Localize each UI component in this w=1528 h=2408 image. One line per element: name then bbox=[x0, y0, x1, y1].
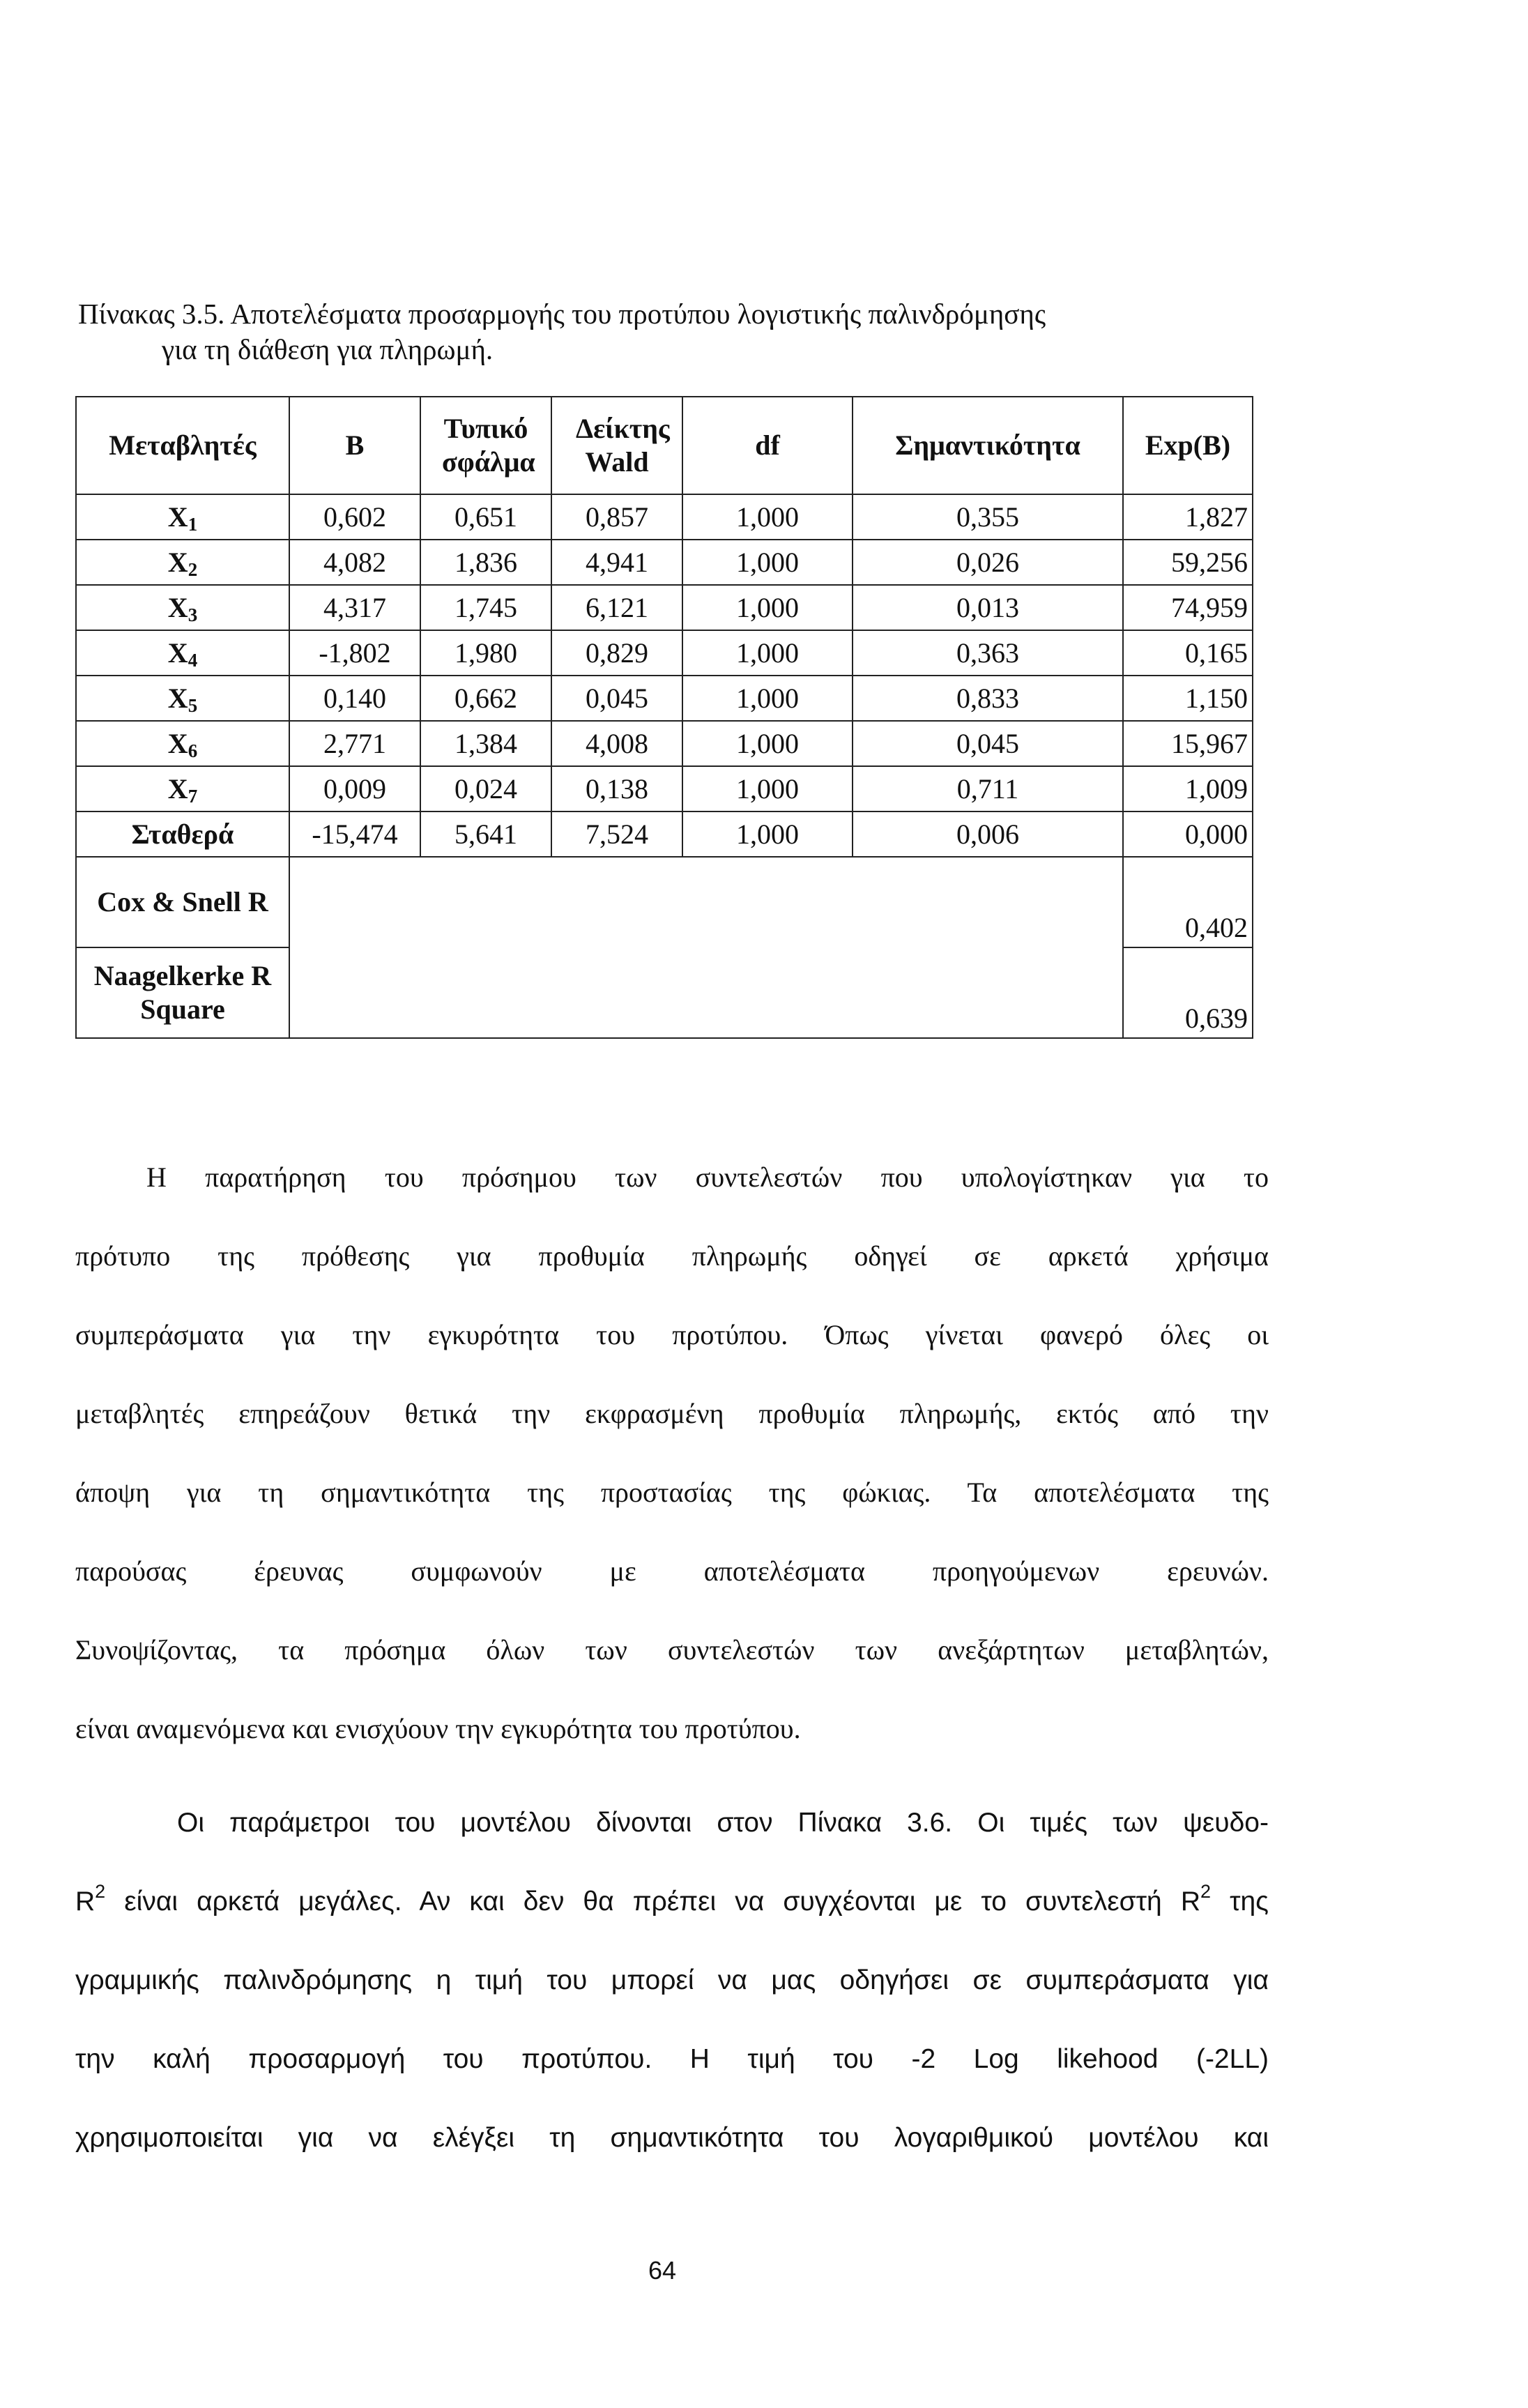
cell-sig: 0,355 bbox=[853, 494, 1123, 540]
cell-wald: 6,121 bbox=[551, 585, 682, 630]
header-b: B bbox=[289, 397, 420, 494]
cell-df: 1,000 bbox=[682, 766, 853, 811]
header-exp-b: Exp(B) bbox=[1123, 397, 1253, 494]
row-variable: $X_2$ bbox=[76, 540, 289, 585]
cell-wald: 0,138 bbox=[551, 766, 682, 811]
cell-se: 0,024 bbox=[420, 766, 551, 811]
cell-sig: 0,006 bbox=[853, 811, 1123, 857]
row-variable: $X_5$ bbox=[76, 676, 289, 721]
cell-se: 5,641 bbox=[420, 811, 551, 857]
cell-df: 1,000 bbox=[682, 585, 853, 630]
paragraph-model-parameters bbox=[75, 1783, 1269, 2177]
cell-exp: 0,000 bbox=[1123, 811, 1253, 857]
cell-sig: 0,711 bbox=[853, 766, 1123, 811]
paragraph-sign-discussion bbox=[75, 1138, 1269, 1768]
cell-df: 1,000 bbox=[682, 676, 853, 721]
cell-b: 0,140 bbox=[289, 676, 420, 721]
text-line-r-squared: $R^2$ είναι αρκετά μεγάλες. Αν και δεν θα πρέπει να συγχέονται με το συντελεστή $R^2$ της bbox=[75, 1881, 1269, 1917]
text-line: Συνοψίζοντας, τα πρόσημα όλων των συντελεστών των ανεξάρτητων μεταβλητών, bbox=[75, 1634, 1269, 1666]
cell-se: 0,651 bbox=[420, 494, 551, 540]
cell-exp: 1,150 bbox=[1123, 676, 1253, 721]
table-row bbox=[76, 676, 1253, 721]
cell-wald: 0,829 bbox=[551, 630, 682, 676]
cell-df: 1,000 bbox=[682, 721, 853, 766]
cell-wald: 4,008 bbox=[551, 721, 682, 766]
cell-se: 1,980 bbox=[420, 630, 551, 676]
fit-row-cox-snell bbox=[76, 857, 1253, 947]
row-variable: $X_6$ bbox=[76, 721, 289, 766]
row-variable: Σταθερά bbox=[76, 811, 289, 857]
fit-value: 0,402 bbox=[1123, 857, 1253, 947]
header-wald: Δείκτης Wald bbox=[551, 397, 682, 494]
cell-df: 1,000 bbox=[682, 494, 853, 540]
cell-se: 1,836 bbox=[420, 540, 551, 585]
page-number: 64 bbox=[648, 2256, 677, 2285]
text-line: παρούσας έρευνας συμφωνούν με αποτελέσματα προηγούμενων ερευνών. bbox=[75, 1555, 1269, 1587]
cell-exp: 74,959 bbox=[1123, 585, 1253, 630]
cell-exp: 59,256 bbox=[1123, 540, 1253, 585]
text-line: γραμμικής παλινδρόμησης η τιμή του μπορεί να μας οδηγήσει σε συμπεράσματα για bbox=[75, 1965, 1269, 1995]
cell-exp: 1,827 bbox=[1123, 494, 1253, 540]
cell-sig: 0,363 bbox=[853, 630, 1123, 676]
table-caption bbox=[78, 296, 1403, 367]
header-std-error: Τυπικό σφάλμα bbox=[420, 397, 551, 494]
cell-b: 2,771 bbox=[289, 721, 420, 766]
cell-sig: 0,013 bbox=[853, 585, 1123, 630]
fit-value: 0,639 bbox=[1123, 947, 1253, 1038]
results-table bbox=[75, 396, 1253, 1039]
table-row bbox=[76, 540, 1253, 585]
cell-exp: 0,165 bbox=[1123, 630, 1253, 676]
cell-exp: 1,009 bbox=[1123, 766, 1253, 811]
caption-line-2: για τη διάθεση για πληρωμή. bbox=[162, 333, 494, 365]
table-row-constant bbox=[76, 811, 1253, 857]
cell-se: 0,662 bbox=[420, 676, 551, 721]
cell-b: -15,474 bbox=[289, 811, 420, 857]
text-line: πρότυπο της πρόθεσης για προθυμία πληρωμής οδηγεί σε αρκετά χρήσιμα bbox=[75, 1240, 1269, 1272]
cell-b: 0,009 bbox=[289, 766, 420, 811]
table-row bbox=[76, 721, 1253, 766]
table-row bbox=[76, 494, 1253, 540]
text-line: την καλή προσαρμογή του προτύπου. Η τιμή του -2 Log likehood (-2LL) bbox=[75, 2044, 1269, 2074]
fit-blank bbox=[289, 947, 1123, 1038]
cell-b: 4,317 bbox=[289, 585, 420, 630]
cell-df: 1,000 bbox=[682, 630, 853, 676]
table-header-row bbox=[76, 397, 1253, 494]
cell-wald: 7,524 bbox=[551, 811, 682, 857]
cell-b: -1,802 bbox=[289, 630, 420, 676]
row-variable: $X_3$ bbox=[76, 585, 289, 630]
cell-df: 1,000 bbox=[682, 811, 853, 857]
fit-blank bbox=[289, 857, 1123, 947]
cell-b: 4,082 bbox=[289, 540, 420, 585]
cell-b: 0,602 bbox=[289, 494, 420, 540]
cell-wald: 4,941 bbox=[551, 540, 682, 585]
text-line: μεταβλητές επηρεάζουν θετικά την εκφρασμένη προθυμία πληρωμής, εκτός από την bbox=[75, 1398, 1269, 1429]
cell-sig: 0,833 bbox=[853, 676, 1123, 721]
cell-wald: 0,045 bbox=[551, 676, 682, 721]
table-row bbox=[76, 585, 1253, 630]
row-variable: $X_4$ bbox=[76, 630, 289, 676]
row-variable: $X_1$ bbox=[76, 494, 289, 540]
cell-sig: 0,026 bbox=[853, 540, 1123, 585]
header-df: df bbox=[682, 397, 853, 494]
fit-label: Cox & Snell R bbox=[76, 857, 289, 947]
fit-label: Naagelkerke R Square bbox=[76, 947, 289, 1038]
cell-wald: 0,857 bbox=[551, 494, 682, 540]
table-row bbox=[76, 630, 1253, 676]
caption-line-1: Πίνακας 3.5. Αποτελέσματα προσαρμογής του προτύπου λογιστικής παλινδρόμησης bbox=[78, 298, 1046, 330]
cell-exp: 15,967 bbox=[1123, 721, 1253, 766]
text-line: είναι αναμενόμενα και ενισχύουν την εγκυρότητα του προτύπου. bbox=[75, 1713, 801, 1744]
header-variables: Μεταβλητές bbox=[76, 397, 289, 494]
cell-se: 1,384 bbox=[420, 721, 551, 766]
text-line: Η παρατήρηση του πρόσημου των συντελεστών που υπολογίστηκαν για το bbox=[146, 1161, 1269, 1193]
header-significance: Σημαντικότητα bbox=[853, 397, 1123, 494]
row-variable: $X_7$ bbox=[76, 766, 289, 811]
cell-se: 1,745 bbox=[420, 585, 551, 630]
text-line: Οι παράμετροι του μοντέλου δίνονται στον Πίνακα 3.6. Οι τιμές των ψευδο- bbox=[177, 1808, 1269, 1838]
cell-sig: 0,045 bbox=[853, 721, 1123, 766]
text-line: άποψη για τη σημαντικότητα της προστασίας της φώκιας. Τα αποτελέσματα της bbox=[75, 1477, 1269, 1508]
table-row bbox=[76, 766, 1253, 811]
text-line: συμπεράσματα για την εγκυρότητα του προτύπου. Όπως γίνεται φανερό όλες οι bbox=[75, 1319, 1269, 1350]
text-line: χρησιμοποιείται για να ελέγξει τη σημαντικότητα του λογαριθμικού μοντέλου και bbox=[75, 2123, 1269, 2153]
cell-df: 1,000 bbox=[682, 540, 853, 585]
fit-row-nagelkerke bbox=[76, 947, 1253, 1038]
